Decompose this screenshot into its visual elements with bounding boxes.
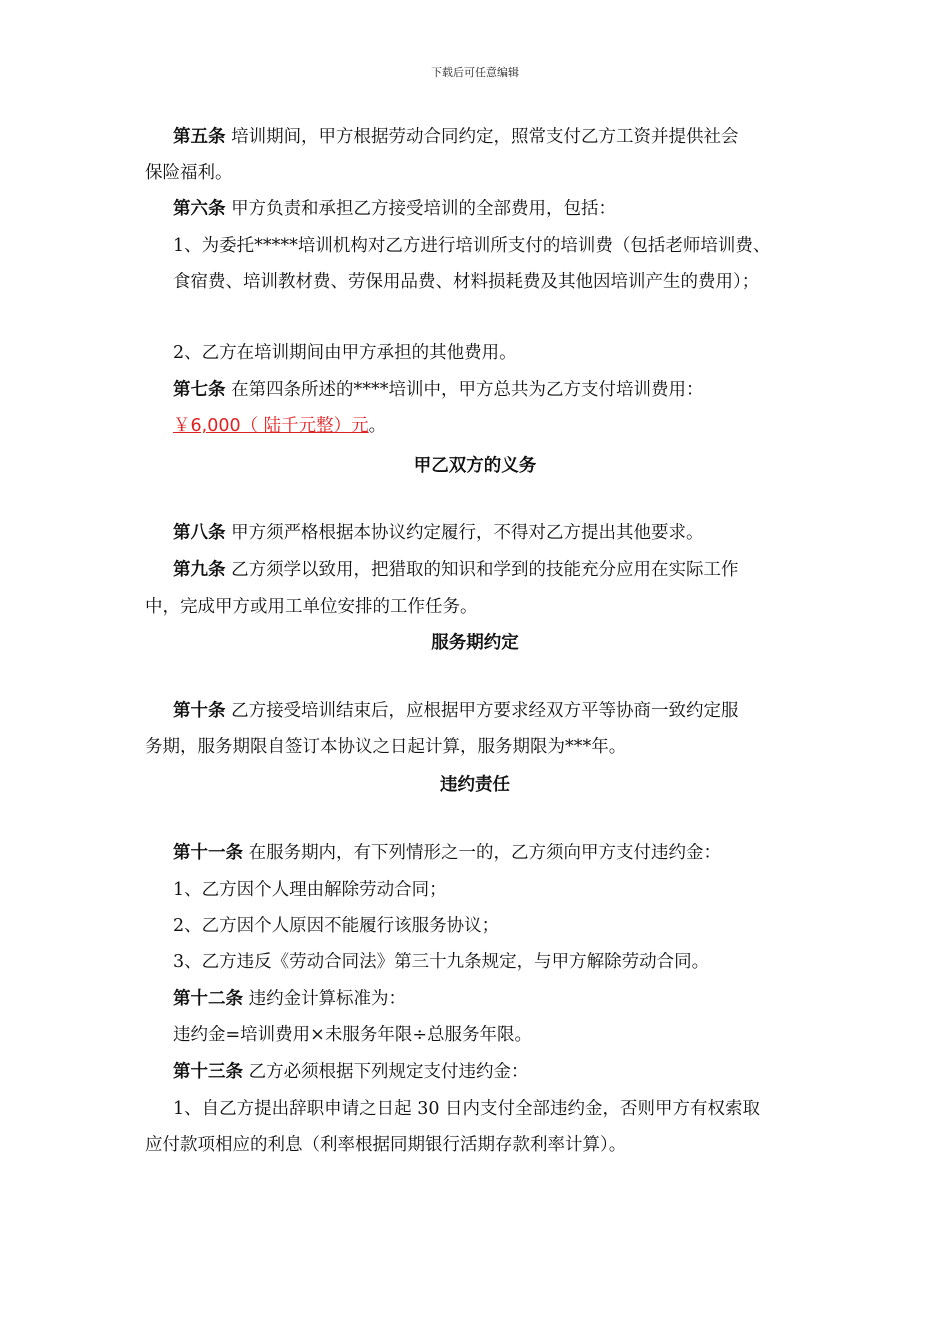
article-7-line (173, 377, 704, 403)
article-6-line (173, 196, 616, 222)
article-12-formula: 违约金=培训费用×未服务年限÷总服务年限。 (173, 1025, 532, 1045)
article-12-line (173, 986, 406, 1012)
article-8-label: 第八条 (173, 523, 226, 543)
article-6-item-1-line-2: 食宿费、培训教材费、劳保用品费、材料损耗费及其他因培训产生的费用）； (173, 272, 760, 292)
article-9-label: 第九条 (173, 560, 226, 580)
article-9-text: 乙方须学以致用，把猎取的知识和学到的技能充分应用在实际工作 (225, 560, 739, 580)
article-9-line-2: 中，完成甲方或用工单位安排的工作任务。 (145, 597, 478, 617)
article-12-label: 第十二条 (173, 989, 243, 1009)
section-heading-service-period: 服务期约定 (431, 633, 519, 653)
article-11-text: 在服务期内，有下列情形之一的，乙方须向甲方支付违约金： (243, 843, 722, 863)
article-5-label: 第五条 (173, 127, 226, 147)
article-6-text: 甲方负责和承担乙方接受培训的全部费用，包括： (225, 199, 617, 219)
article-5-line-1 (173, 124, 739, 150)
article-6-label: 第六条 (173, 199, 226, 219)
page-header: 下载后可任意编辑 (431, 66, 519, 79)
article-9-line-1 (173, 557, 739, 583)
article-13-item-1-line-1: 1、自乙方提出辞职申请之日起 30 日内支付全部违约金，否则甲方有权索取 (173, 1099, 761, 1119)
article-5-line-2: 保险福利。 (145, 163, 233, 183)
article-6-item-1-line-1: 1、为委托*****培训机构对乙方进行培训所支付的培训费（包括老师培训费、 (173, 236, 771, 256)
article-13-text: 乙方必须根据下列规定支付违约金： (243, 1062, 529, 1082)
article-11-label: 第十一条 (173, 843, 243, 863)
article-7-label: 第七条 (173, 380, 226, 400)
article-11-item-1: 1、乙方因个人理由解除劳动合同； (173, 880, 447, 900)
article-8-text: 甲方须严格根据本协议约定履行，不得对乙方提出其他要求。 (225, 523, 704, 543)
article-13-label: 第十三条 (173, 1062, 243, 1082)
section-heading-obligations: 甲乙双方的义务 (413, 456, 537, 476)
article-6-item-2: 2、乙方在培训期间由甲方承担的其他费用。 (173, 343, 517, 363)
article-7-amount-line (173, 413, 386, 439)
article-11-item-3: 3、乙方违反《劳动合同法》第三十九条规定，与甲方解除劳动合同。 (173, 952, 710, 972)
article-12-text: 违约金计算标准为： (243, 989, 407, 1009)
article-10-text: 乙方接受培训结束后，应根据甲方要求经双方平等协商一致约定服 (225, 701, 739, 721)
training-fee-amount: ￥6,000（ 陆千元整）元 (173, 416, 369, 436)
article-10-label: 第十条 (173, 701, 226, 721)
article-10-line-1 (173, 698, 739, 724)
article-10-line-2: 务期，服务期限自签订本协议之日起计算，服务期限为***年。 (145, 737, 627, 757)
section-heading-liability: 违约责任 (440, 775, 510, 795)
article-13-item-1-line-2: 应付款项相应的利息（利率根据同期银行活期存款利率计算）。 (145, 1135, 627, 1155)
article-11-line (173, 840, 721, 866)
article-5-text: 培训期间，甲方根据劳动合同约定，照常支付乙方工资并提供社会 (225, 127, 739, 147)
article-13-line (173, 1059, 529, 1085)
article-7-text: 在第四条所述的****培训中，甲方总共为乙方支付培训费用： (225, 380, 704, 400)
amount-end: 。 (368, 416, 387, 436)
article-11-item-2: 2、乙方因个人原因不能履行该服务协议； (173, 916, 500, 936)
article-8-line (173, 520, 704, 546)
